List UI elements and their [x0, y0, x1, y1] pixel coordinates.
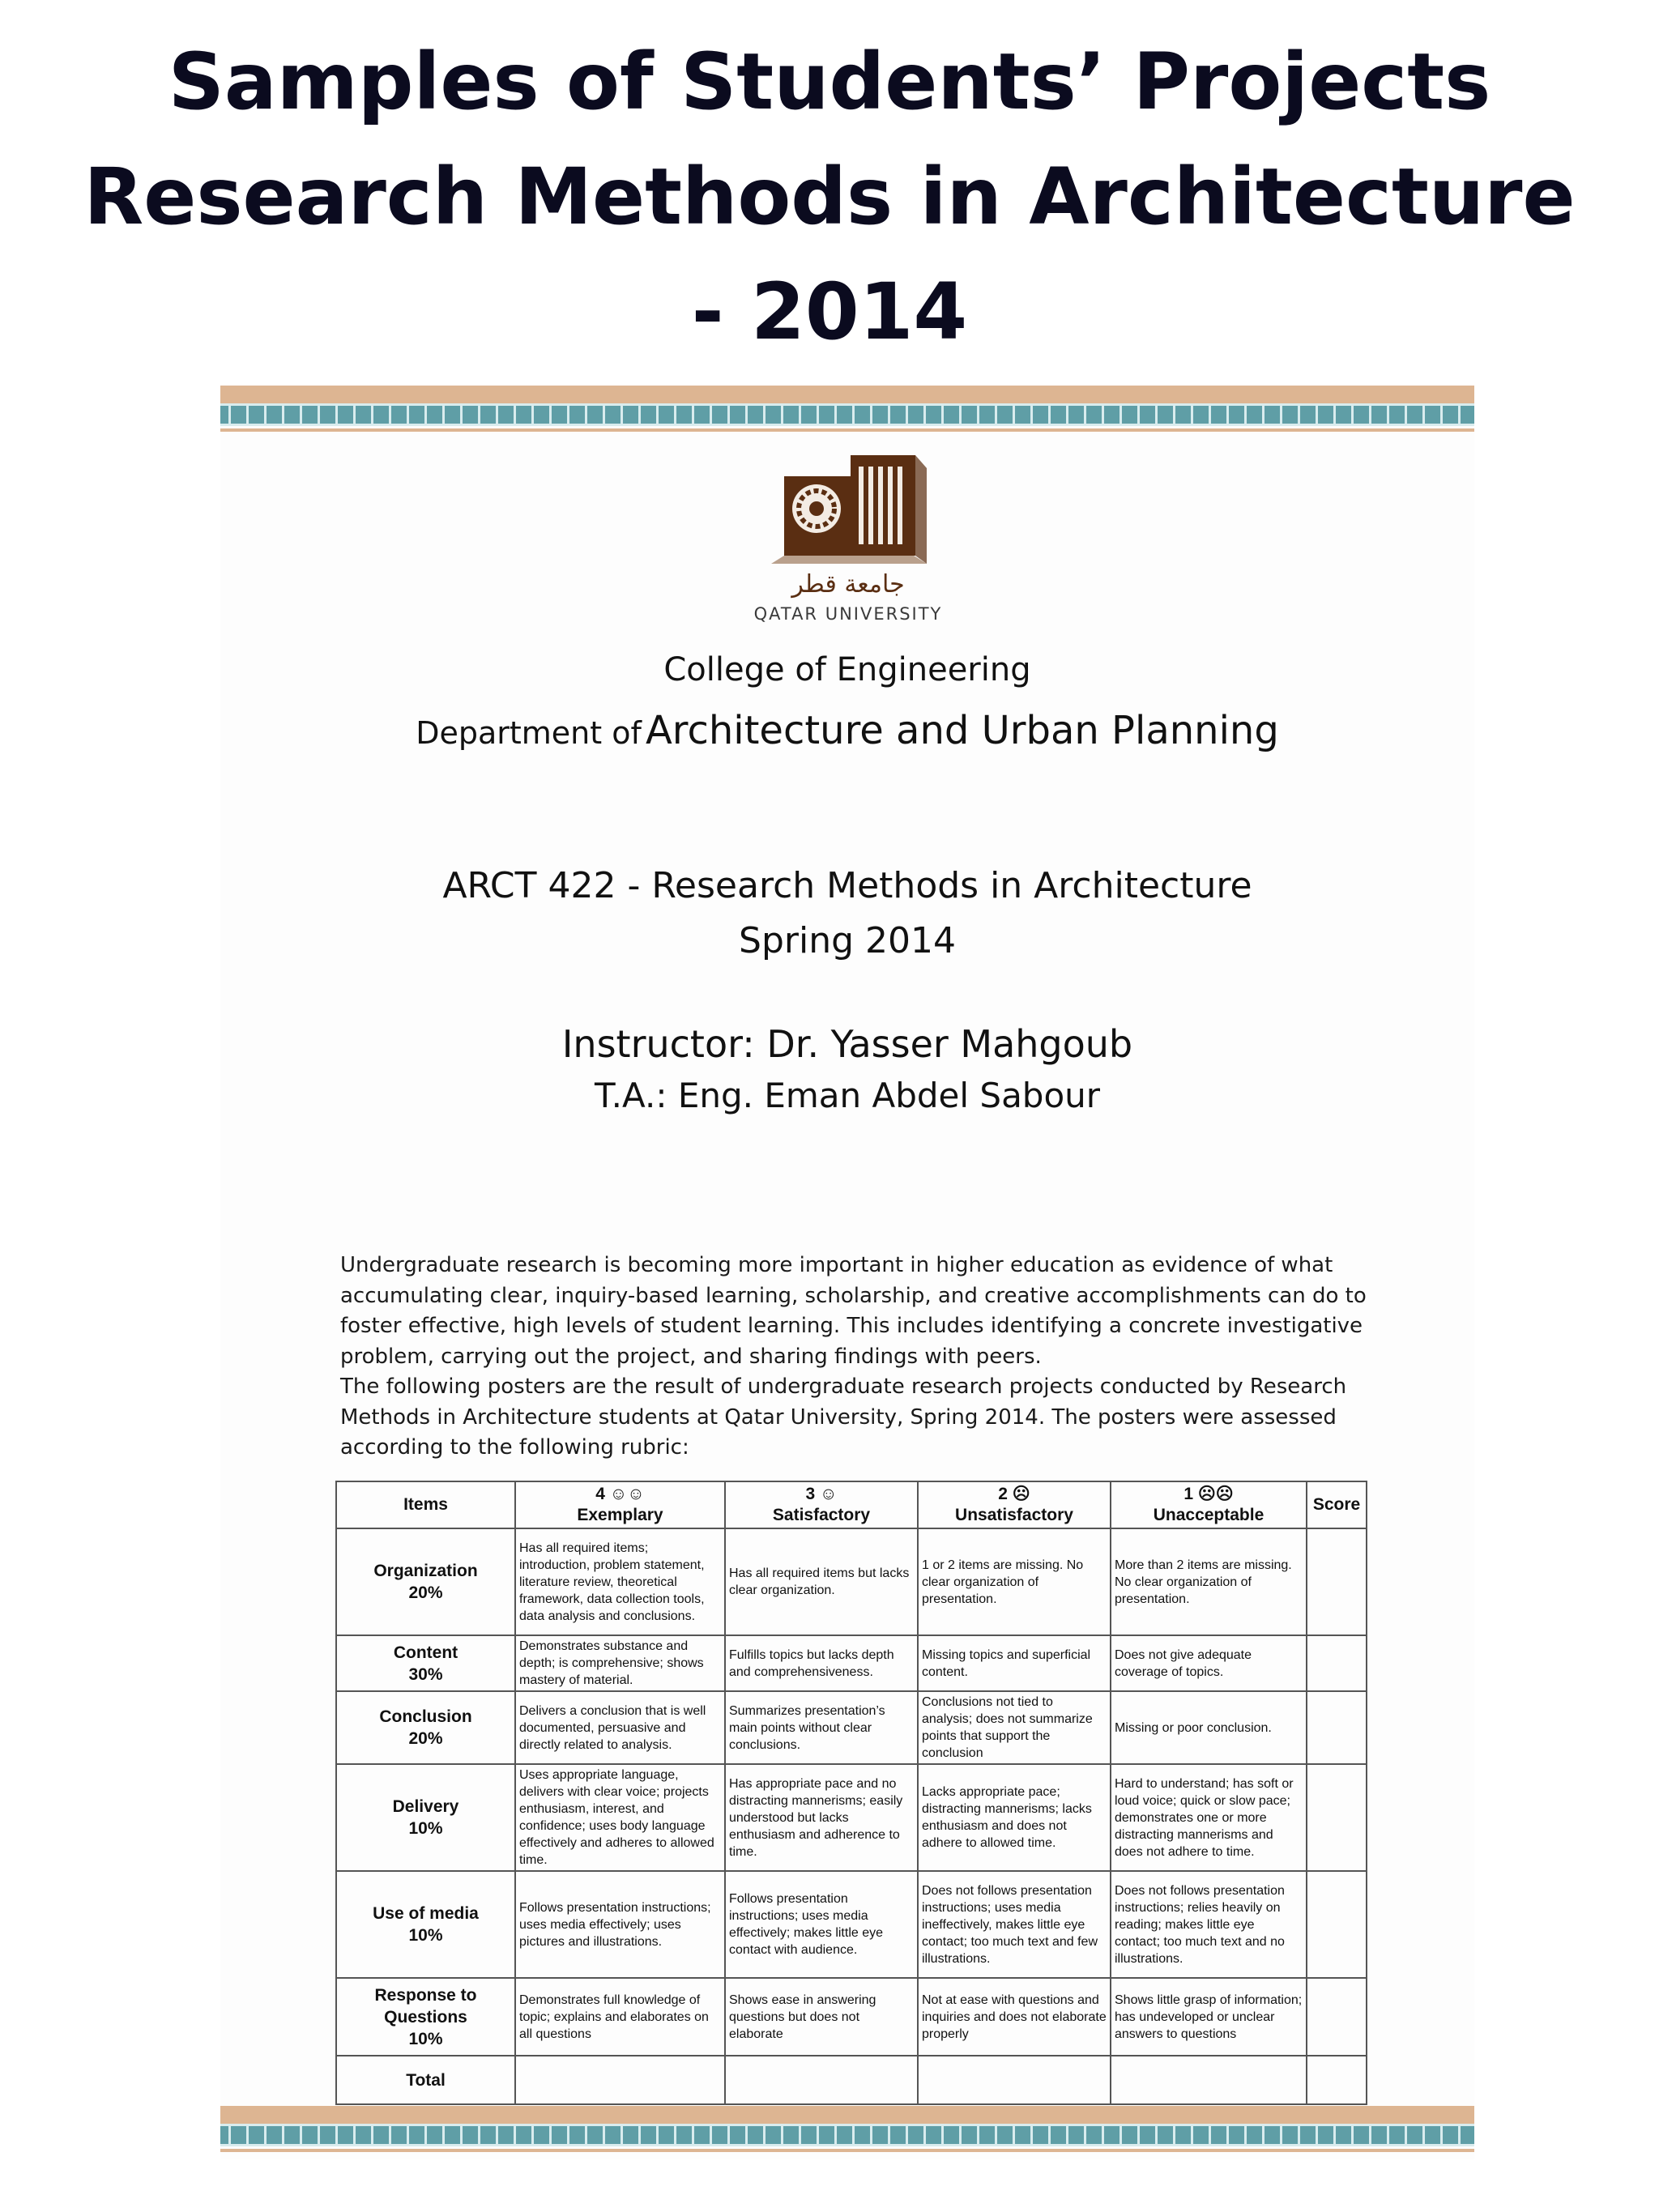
intro-paragraph-1: Undergraduate research is becoming more important in higher education as evidence of what accumulating clear, inquiry-based learning, scholarship, and creative accomplishments can do to foster effective, high levels of student learning. This includes identifying a concrete investigative problem, carrying out the project, and sharing findings with peers. [340, 1253, 1367, 1369]
cell-score [1307, 1691, 1367, 1764]
university-arabic-name: جامعة قطر [791, 570, 905, 599]
cell-unacceptable: Does not follows presentation instructions; relies heavily on reading; makes little eye contact; too much text and no illustrations. [1111, 1871, 1307, 1978]
item-name: Delivery [392, 1797, 459, 1816]
ta-name: T.A.: Eng. Eman Abdel Sabour [594, 1076, 1101, 1115]
cell-exemplary: Demonstrates substance and depth; is comprehensive; shows mastery of material. [515, 1635, 725, 1691]
cell-score [1307, 1764, 1367, 1871]
decorative-border-bottom [220, 2106, 1474, 2158]
rubric-row-delivery [336, 1764, 1367, 1871]
page-title-line-2: Research Methods in Architecture [83, 151, 1576, 242]
cell-score [1307, 1528, 1367, 1635]
header-unsatisfactory-label: Unsatisfactory [955, 1506, 1073, 1524]
cell-score [1307, 1635, 1367, 1691]
row-item [336, 1528, 515, 1635]
rubric-row-organization [336, 1528, 1367, 1635]
department-title: Architecture and Urban Planning [645, 708, 1279, 753]
cell-unacceptable: Shows little grasp of information; has undeveloped or unclear answers to questions [1111, 1978, 1307, 2056]
decorative-border-top [220, 386, 1474, 437]
cell-empty [515, 2056, 725, 2104]
item-weight: 20% [408, 1583, 443, 1602]
course-title: ARCT 422 - Research Methods in Architecture [442, 865, 1252, 906]
cell-score [1307, 1978, 1367, 2056]
row-item [336, 1871, 515, 1978]
header-unacceptable-label: Unacceptable [1153, 1506, 1265, 1524]
cell-exemplary: Uses appropriate language, delivers with clear voice; projects enthusiasm, interest, and confidence; uses body language effectively and adheres to allowed time. [515, 1764, 725, 1871]
item-weight: 30% [408, 1664, 443, 1684]
header-exemplary [515, 1481, 725, 1528]
rubric-table [335, 1481, 1367, 2105]
cell-unsatisfactory: Not at ease with questions and inquiries and does not elaborate properly [918, 1978, 1111, 2056]
header-items: Items [336, 1481, 515, 1528]
cell-exemplary: Delivers a conclusion that is well documented, persuasive and directly related to analysis. [515, 1691, 725, 1764]
cell-unacceptable: Missing or poor conclusion. [1111, 1691, 1307, 1764]
instructor-name: Instructor: Dr. Yasser Mahgoub [561, 1022, 1133, 1066]
qatar-university-logo-icon [768, 452, 930, 565]
item-weight: 10% [408, 1819, 443, 1838]
total-label: Total [336, 2056, 515, 2104]
header-satisfactory-label: Satisfactory [772, 1506, 871, 1524]
cell-satisfactory: Has appropriate pace and no distracting mannerisms; easily understood but lacks enthusiasm and adherence to time. [725, 1764, 918, 1871]
item-name: Use of media [373, 1904, 479, 1923]
row-item [336, 1691, 515, 1764]
cell-satisfactory: Follows presentation instructions; uses media effectively; makes little eye contact with audience. [725, 1871, 918, 1978]
cell-exemplary: Has all required items; introduction, problem statement, literature review, theoretical framework, data collection tools, data analysis and conclusions. [515, 1528, 725, 1635]
cell-empty [918, 2056, 1111, 2104]
cell-unsatisfactory: Lacks appropriate pace; distracting mannerisms; lacks enthusiasm and does not adhere to allowed time. [918, 1764, 1111, 1871]
cell-empty [725, 2056, 918, 2104]
item-weight: 20% [408, 1729, 443, 1748]
cell-unsatisfactory: Missing topics and superficial content. [918, 1635, 1111, 1691]
header-satisfactory [725, 1481, 918, 1528]
page-title-line-1: Samples of Students’ Projects [168, 36, 1491, 127]
item-weight: 10% [408, 2029, 443, 2048]
row-item [336, 1635, 515, 1691]
course-heading [220, 859, 1474, 969]
item-name: Content [393, 1643, 458, 1662]
row-item [336, 1978, 515, 2056]
cell-exemplary: Demonstrates full knowledge of topic; explains and elaborates on all questions [515, 1978, 725, 2056]
department-prefix: Department of [416, 715, 642, 751]
cell-unsatisfactory: Conclusions not tied to analysis; does not summarize points that support the conclusion [918, 1691, 1111, 1764]
intro-text [340, 1251, 1377, 1464]
intro-paragraph-2: The following posters are the result of undergraduate research projects conducted by Research Methods in Architecture students at Qatar University, Spring 2014. The posters were assessed according to the following rubric: [340, 1375, 1347, 1460]
rubric-row-content [336, 1635, 1367, 1691]
row-item [336, 1764, 515, 1871]
cell-score [1307, 1871, 1367, 1978]
cell-unacceptable: Does not give adequate coverage of topics. [1111, 1635, 1307, 1691]
page-title [0, 24, 1659, 369]
cell-satisfactory: Fulfills topics but lacks depth and comprehensiveness. [725, 1635, 918, 1691]
cell-unsatisfactory: Does not follows presentation instructions; uses media ineffectively, makes little eye contact; too much text and few illustrations. [918, 1871, 1111, 1978]
cell-unacceptable: Hard to understand; has soft or loud voice; quick or slow pace; demonstrates one or more distracting mannerisms and does not adhere to time. [1111, 1764, 1307, 1871]
department-name [220, 708, 1474, 753]
poster-image [220, 386, 1474, 2159]
rubric-row-response-to-questions [336, 1978, 1367, 2056]
item-name: Response to Questions [374, 1985, 477, 2027]
cell-unacceptable: More than 2 items are missing. No clear organization of presentation. [1111, 1528, 1307, 1635]
rubric-row-total [336, 2056, 1367, 2104]
header-exemplary-label: Exemplary [577, 1506, 663, 1524]
header-unsatisfactory-score: 2 ☹ [998, 1485, 1030, 1503]
header-unsatisfactory [918, 1481, 1111, 1528]
cell-exemplary: Follows presentation instructions; uses media effectively; uses pictures and illustrations. [515, 1871, 725, 1978]
header-unacceptable-score: 1 ☹☹ [1183, 1485, 1234, 1503]
page-title-line-3: - 2014 [691, 266, 968, 357]
rubric-row-conclusion [336, 1691, 1367, 1764]
cell-satisfactory: Summarizes presentation’s main points without clear conclusions. [725, 1691, 918, 1764]
rubric-header-row [336, 1481, 1367, 1528]
header-exemplary-score: 4 ☺☺ [595, 1485, 645, 1503]
cell-score [1307, 2056, 1367, 2104]
college-name: College of Engineering [663, 651, 1031, 688]
course-semester: Spring 2014 [739, 920, 956, 961]
cell-unsatisfactory: 1 or 2 items are missing. No clear organization of presentation. [918, 1528, 1111, 1635]
header-satisfactory-score: 3 ☺ [805, 1485, 838, 1503]
university-english-name: QATAR UNIVERSITY [753, 604, 943, 624]
cell-satisfactory: Has all required items but lacks clear organization. [725, 1528, 918, 1635]
item-weight: 10% [408, 1926, 443, 1945]
item-name: Conclusion [379, 1707, 472, 1726]
cell-satisfactory: Shows ease in answering questions but does not elaborate [725, 1978, 918, 2056]
header-score: Score [1307, 1481, 1367, 1528]
cell-empty [1111, 2056, 1307, 2104]
item-name: Organization [373, 1562, 478, 1580]
header-unacceptable [1111, 1481, 1307, 1528]
rubric-row-use-of-media [336, 1871, 1367, 1978]
